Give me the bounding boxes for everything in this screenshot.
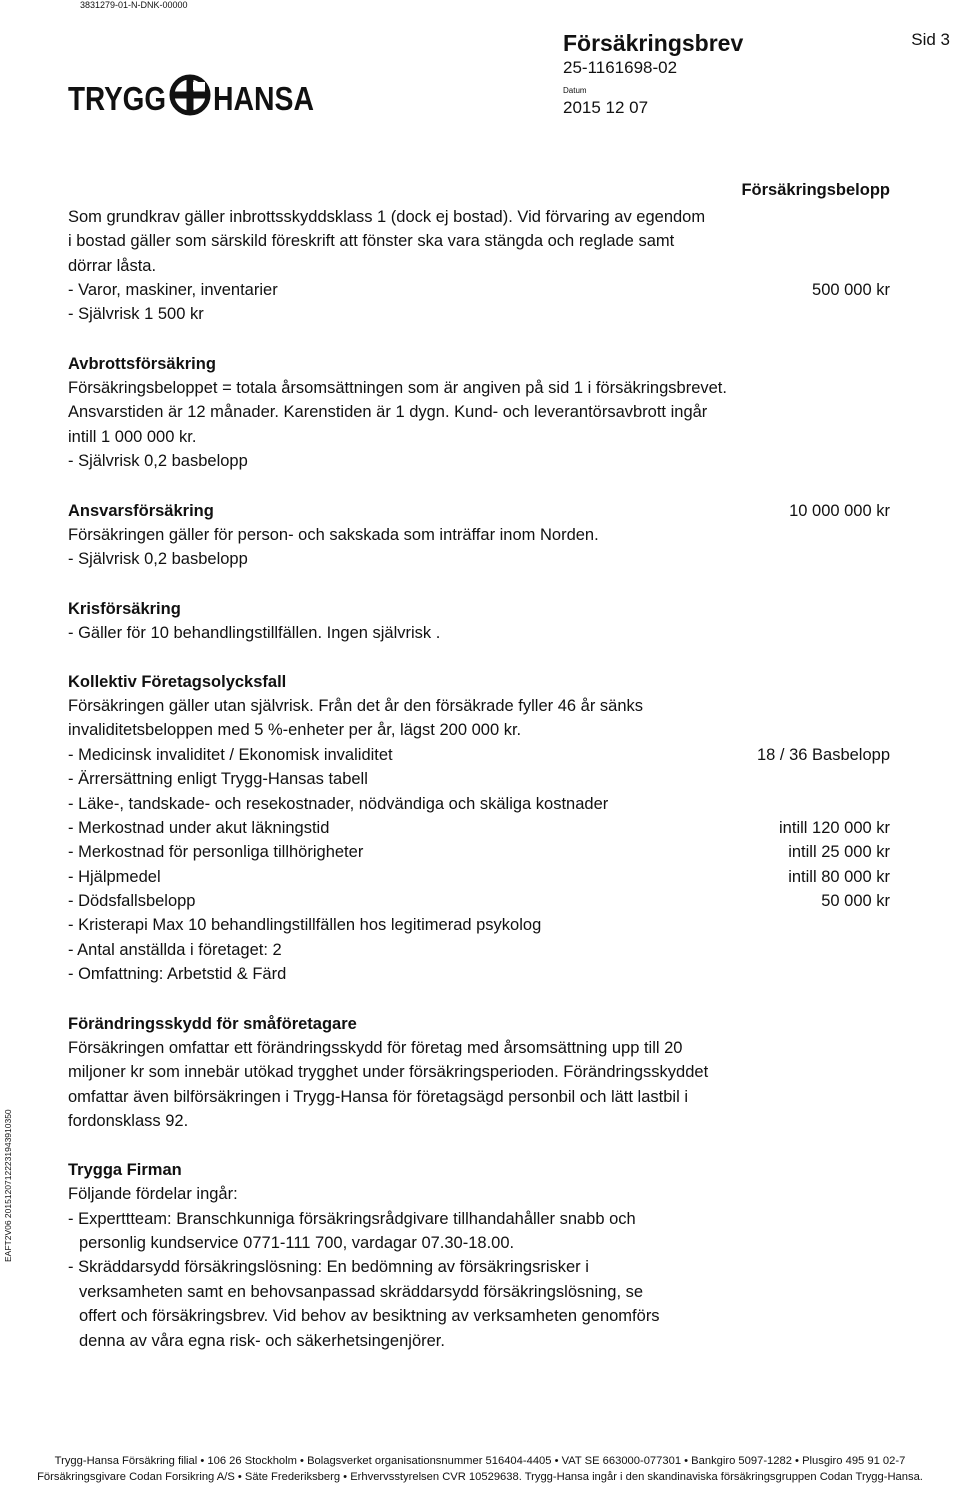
kollektiv-item: - Läke-, tandskade- och resekostnader, nödvändiga och skäliga kostnader [68, 795, 609, 813]
policy-number: 25-1161698-02 [563, 58, 678, 77]
intro-paragraph: Som grundkrav gäller inbrottsskyddsklass 1 (dock ej bostad). Vid förvaring av egendom i bostad gäller som särskild föreskrift att fönster ska vara stängda och reglade samt dörrar låsta. [68, 208, 706, 275]
document-date: 2015 12 07 [563, 98, 649, 117]
kollektiv-paragraph: Försäkringen gäller utan självrisk. Från det år den försäkrade fyller 46 år sänks invaliditetsbeloppen med 5 %-enheter per år, lägst 200 000 kr. [68, 697, 644, 740]
trygga-line: offert och försäkringsbrev. Vid behov av besiktning av verksamheten genomförs [79, 1307, 660, 1325]
forandring-paragraph: Försäkringen omfattar ett förändringsskydd för företag med årsomsättning upp till 20 miljoner kr som innebär utökad trygghet under försäkringsperioden. Förändringsskyddet omfattar även bilförsäkringen i Trygg-Hansa för företagsägd personbil och lätt lastbil i fordonsklass 92. [68, 1039, 709, 1131]
footer-line-1: Trygg-Hansa Försäkring filial • 106 26 Stockholm • Bolagsverket organisationsnummer 516404-4405 • VAT SE 663000-077301 • Bankgiro 5097-1282 • Plusgiro 495 91 02-7 [54, 1455, 906, 1467]
trygga-line: denna av våra egna risk- och säkerhetsingenjörer. [79, 1332, 445, 1350]
kollektiv-item: - Merkostnad under akut läkningstid [68, 819, 330, 837]
ansvar-amount: 10 000 000 kr [789, 502, 890, 520]
document-title: Försäkringsbrev [563, 30, 744, 56]
kollektiv-item: - Merkostnad för personliga tillhörigheter [68, 843, 364, 861]
intro-amount: 500 000 kr [812, 281, 890, 299]
page-number: Sid 3 [911, 30, 950, 49]
section-title-kris: Krisförsäkring [68, 600, 181, 618]
avbrott-paragraph: Försäkringsbeloppet = totala årsomsättningen som är angiven på sid 1 i försäkringsbrevet. Ansvarstiden är 12 månader. Karenstiden är 1 dygn. Kund- och leverantörsavbrott ingår intill 1 000 000 kr. [68, 379, 727, 446]
kollektiv-item: - Omfattning: Arbetstid & Färd [68, 965, 287, 983]
svg-text:TRYGG: TRYGG [68, 80, 166, 117]
date-label: Datum [563, 86, 587, 95]
trygga-line: - Experttteam: Branschkunniga försäkringsrådgivare tillhandahåller snabb och [68, 1210, 636, 1228]
document-code: 3831279-01-N-DNK-00000 [80, 0, 188, 10]
trygga-line: - Skräddarsydd försäkringslösning: En bedömning av försäkringsrisker i [68, 1258, 589, 1276]
intro-item-varor: - Varor, maskiner, inventarier [68, 281, 278, 299]
ansvar-text: Försäkringen gäller för person- och sakskada som inträffar inom Norden. [68, 526, 599, 544]
section-title-ansvar: Ansvarsförsäkring [68, 502, 214, 520]
kollektiv-amount: 18 / 36 Basbelopp [756, 746, 890, 764]
amount-column-header: Försäkringsbelopp [741, 181, 890, 199]
section-title-trygga: Trygga Firman [68, 1161, 182, 1179]
kollektiv-item: - Hjälpmedel [68, 868, 161, 886]
kollektiv-item: - Dödsfallsbelopp [68, 892, 196, 910]
intro-item-sjalvrisk: - Självrisk 1 500 kr [68, 305, 204, 323]
footer-line-2: Försäkringsgivare Codan Forsikring A/S • Säte Frederiksberg • Erhvervsstyrelsen CVR 10529638. Trygg-Hansa ingår i den skandinaviska försäkringsgruppen Codan Trygg-Hansa. [37, 1471, 923, 1483]
avbrott-item: - Självrisk 0,2 basbelopp [68, 452, 248, 470]
vertical-document-code: EAFT2V06 20151207122231943910350 [3, 1109, 13, 1262]
trygg-hansa-logo [68, 72, 318, 118]
kollektiv-item: - Antal anställda i företaget: 2 [68, 941, 282, 959]
kris-item: - Gäller för 10 behandlingstillfällen. Ingen självrisk . [68, 624, 441, 642]
kollektiv-amount: intill 80 000 kr [788, 868, 890, 886]
kollektiv-amount: intill 120 000 kr [779, 819, 890, 837]
kollektiv-item: - Medicinsk invaliditet / Ekonomisk invaliditet [68, 746, 393, 764]
trygga-line: verksamheten samt en behovsanpassad skräddarsydd försäkringslösning, se [79, 1283, 644, 1301]
kollektiv-amount: 50 000 kr [821, 892, 890, 910]
kollektiv-item: - Kristerapi Max 10 behandlingstillfällen hos legitimerad psykolog [68, 916, 542, 934]
trygga-line: personlig kundservice 0771-111 700, vardagar 07.30-18.00. [79, 1234, 515, 1252]
section-title-forandring: Förändringsskydd för småföretagare [68, 1015, 357, 1033]
svg-text:HANSA: HANSA [213, 80, 314, 117]
section-title-avbrott: Avbrottsförsäkring [68, 355, 216, 373]
kollektiv-amount: intill 25 000 kr [788, 843, 890, 861]
ansvar-item: - Självrisk 0,2 basbelopp [68, 550, 248, 568]
section-title-kollektiv: Kollektiv Företagsolycksfall [68, 673, 287, 691]
kollektiv-item: - Ärrersättning enligt Trygg-Hansas tabell [68, 770, 368, 788]
trygga-intro: Följande fördelar ingår: [68, 1185, 238, 1203]
